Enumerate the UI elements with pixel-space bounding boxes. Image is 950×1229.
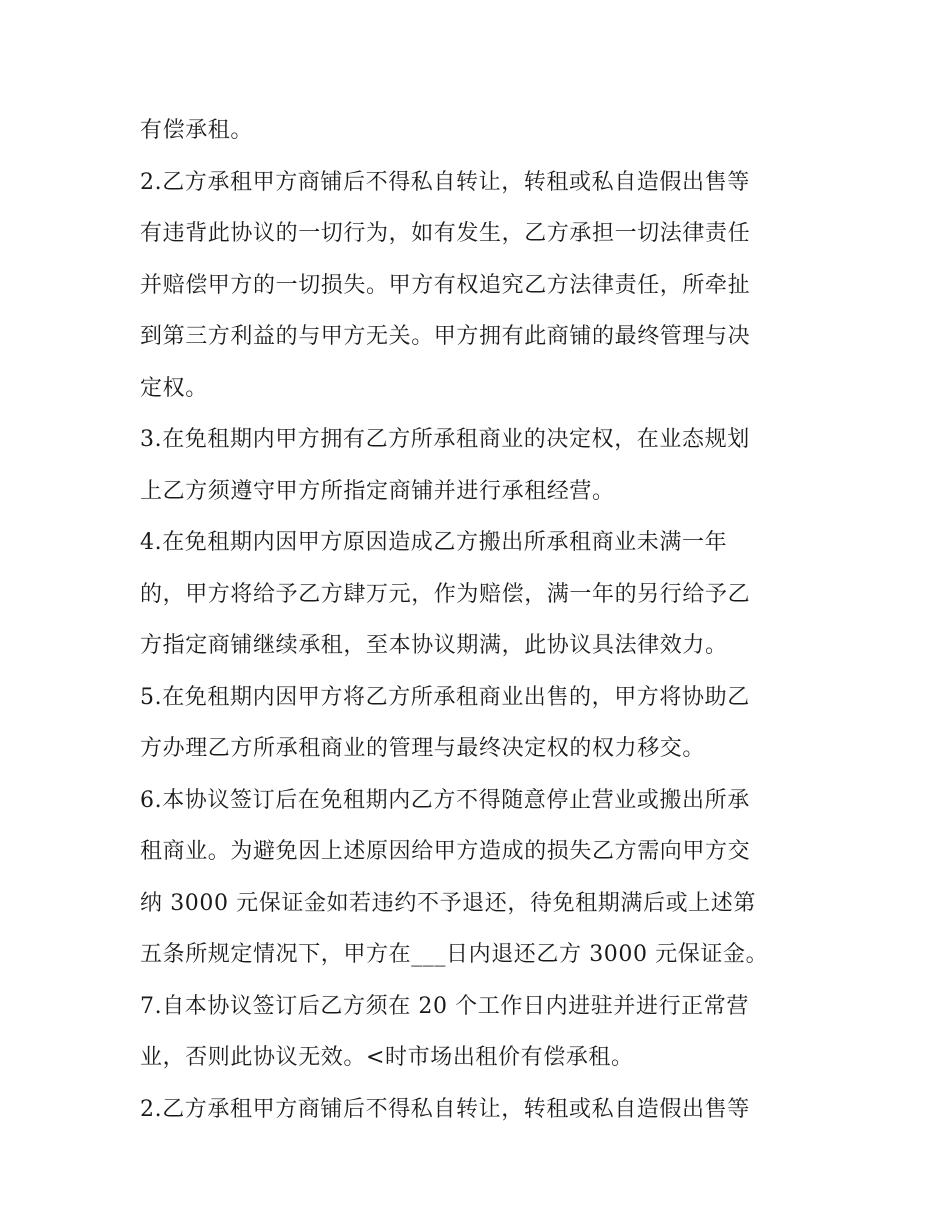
text-line: 方指定商铺继续承租，至本协议期满，此协议具法律效力。 [140,633,728,658]
text-line: 业，否则此协议无效。<时市场出租价有偿承租。 [140,1045,634,1070]
text-line: 5.在免租期内因甲方将乙方所承租商业出售的，甲方将协助乙 [140,684,750,710]
text-line: 有偿承租。 [140,118,254,143]
text-line: 方办理乙方所承租商业的管理与最终决定权的权力移交。 [140,736,706,761]
text-line: 7.自本协议签订后乙方须在 20 个工作日内进驻并进行正常营 [140,993,749,1019]
text-line: 的，甲方将给予乙方肆万元，作为赔偿，满一年的另行给予乙 [140,581,751,607]
agreement-text [140,105,830,1135]
text-line: 纳 3000 元保证金如若违约不予退还，待免租期满后或上述第 [140,890,756,916]
text-line: 4.在免租期内因甲方原因造成乙方搬出所承租商业未满一年 [140,530,728,555]
text-line: 定权。 [140,375,208,401]
text-line: 2.乙方承租甲方商铺后不得私自转让，转租或私自造假出售等 [140,169,750,195]
text-line: 五条所规定情况下，甲方在___日内退还乙方 3000 元保证金。 [140,942,769,967]
text-line: 上乙方须遵守甲方所指定商铺并进行承租经营。 [140,478,615,504]
text-line: 6.本协议签订后在免租期内乙方不得随意停止营业或搬出所承 [140,787,750,813]
text-line: 租商业。为避免因上述原因给甲方造成的损失乙方需向甲方交 [140,839,751,864]
text-line: 有违背此协议的一切行为，如有发生，乙方承担一切法律责任 [140,221,751,246]
text-line: 到第三方利益的与甲方无关。甲方拥有此商铺的最终管理与决 [140,324,751,349]
text-line: 并赔偿甲方的一切损失。甲方有权追究乙方法律责任，所牵扯 [140,272,751,298]
text-line: 2.乙方承租甲方商铺后不得私自转让，转租或私自造假出售等 [140,1096,750,1122]
text-line: 3.在免租期内甲方拥有乙方所承租商业的决定权，在业态规划 [140,427,750,452]
